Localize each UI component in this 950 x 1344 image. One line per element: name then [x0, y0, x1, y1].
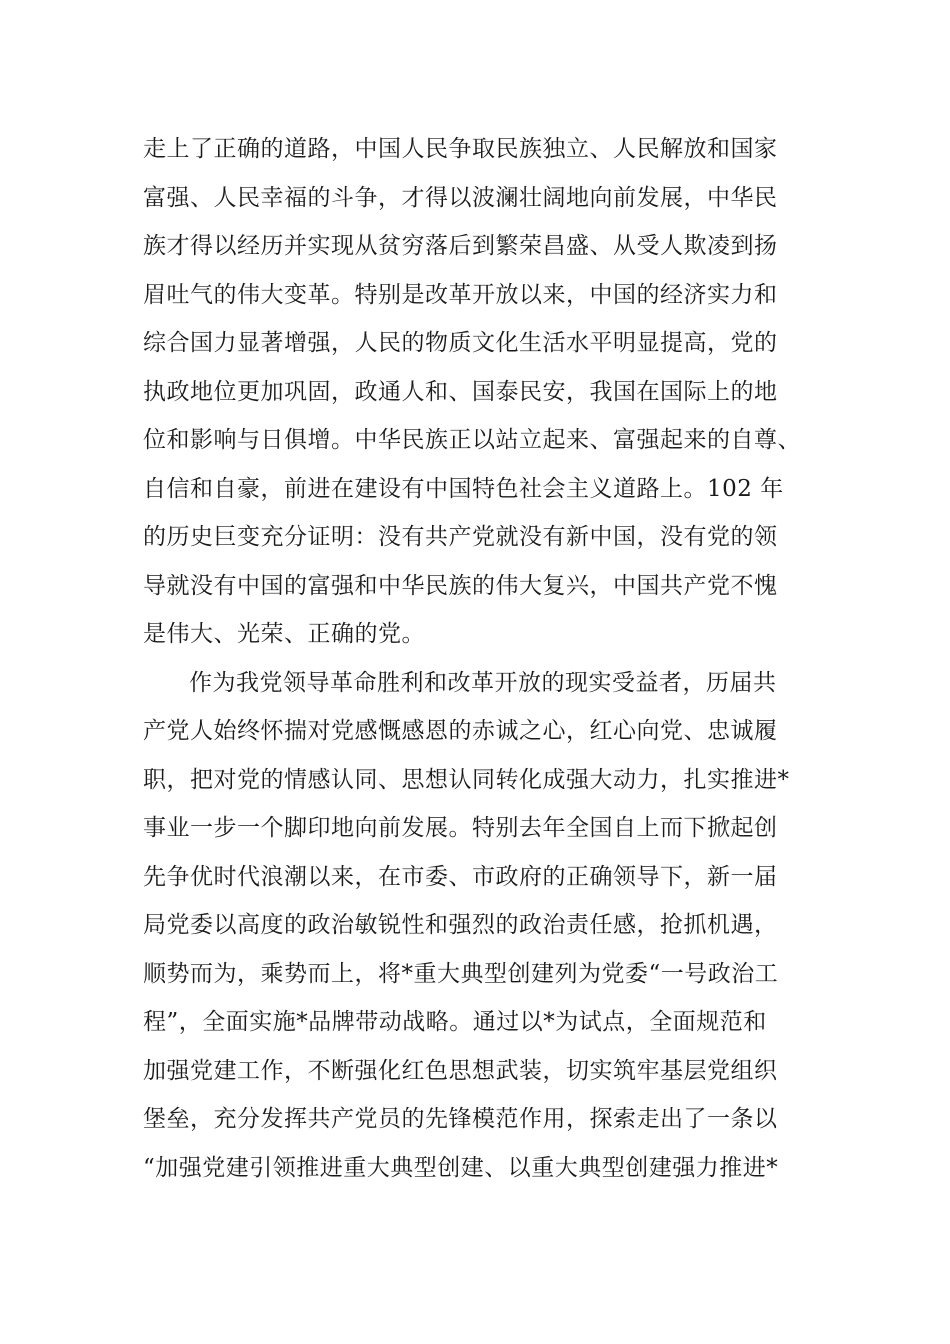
paragraph-2-line-3: 职，把对党的情感认同、思想认同转化成强大动力，扎实推进* [143, 766, 790, 793]
document-body [143, 125, 833, 1192]
paragraph-1-line-4: 眉吐气的伟大变革。特别是改革开放以来，中国的经济实力和 [143, 281, 778, 308]
paragraph-2-line-11: “加强党建引领推进重大典型创建、以重大典型创建强力推进* [143, 1154, 779, 1181]
paragraph-1-line-5: 综合国力显著增强，人民的物质文化生活水平明显提高，党的 [143, 330, 778, 356]
paragraph-2-line-10: 堡垒，充分发挥共产党员的先锋模范作用，探索走出了一条以 [143, 1106, 778, 1132]
paragraph-2-line-4: 事业一步一个脚印地向前发展。特别去年全国自上而下掀起创 [143, 815, 778, 841]
paragraph-2-line-2: 产党人始终怀揣对党感慨感恩的赤诚之心，红心向党、忠诚履 [143, 718, 778, 744]
paragraph-1-line-7: 位和影响与日俱增。中华民族正以站立起来、富强起来的自尊、 [143, 427, 801, 453]
paragraph-1-line-3: 族才得以经历并实现从贫穷落后到繁荣昌盛、从受人欺凌到扬 [143, 233, 778, 259]
paragraph-1-line-1: 走上了正确的道路，中国人民争取民族独立、人民解放和国家 [143, 136, 778, 162]
paragraph-1-line-11: 是伟大、光荣、正确的党。 [143, 621, 425, 647]
paragraph-1-line-8: 自信和自豪，前进在建设有中国特色社会主义道路上。102 年 [143, 475, 784, 502]
paragraph-2-line-1: 作为我党领导革命胜利和改革开放的现实受益者，历届共 [189, 669, 777, 696]
paragraph-1-line-6: 执政地位更加巩固，政通人和、国泰民安，我国在国际上的地 [143, 378, 778, 405]
paragraph-2-line-8: 程”，全面实施*品牌带动战略。通过以*为试点，全面规范和 [143, 1009, 767, 1035]
paragraph-2-line-6: 局党委以高度的政治敏锐性和强烈的政治责任感，抢抓机遇， [143, 912, 778, 938]
paragraph-2-line-5: 先争优时代浪潮以来，在市委、市政府的正确领导下，新一届 [143, 863, 778, 890]
paragraph-2-line-7: 顺势而为，乘势而上，将*重大典型创建列为党委“一号政治工 [143, 960, 779, 987]
paragraph-1-line-9: 的历史巨变充分证明：没有共产党就没有新中国，没有党的领 [143, 524, 778, 550]
paragraph-1-line-10: 导就没有中国的富强和中华民族的伟大复兴，中国共产党不愧 [143, 572, 778, 599]
paragraph-1-line-2: 富强、人民幸福的斗争，才得以波澜壮阔地向前发展，中华民 [143, 184, 778, 211]
paragraph-2-line-9: 加强党建工作，不断强化红色思想武装，切实筑牢基层党组织 [143, 1057, 778, 1084]
